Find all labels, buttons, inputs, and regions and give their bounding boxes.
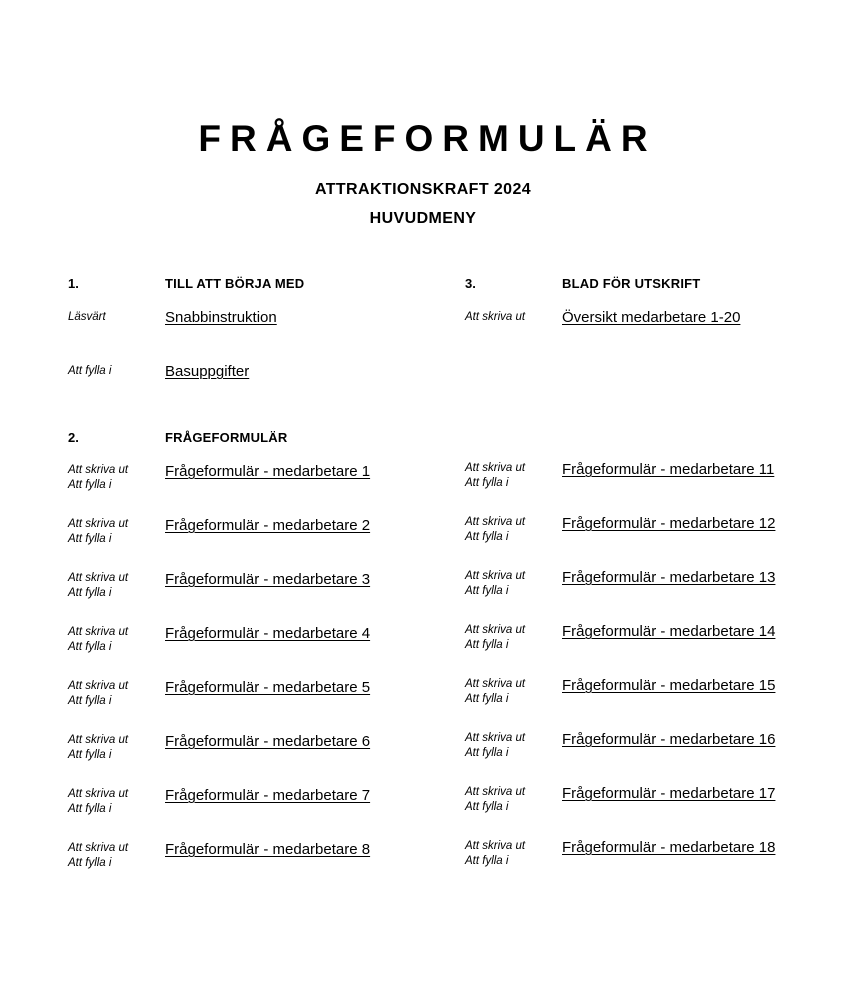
row-tag-group (68, 733, 160, 763)
menu-link[interactable]: Frågeformulär - medarbetare 7 (165, 787, 371, 804)
menu-link[interactable]: Frågeformulär - medarbetare 15 (562, 677, 776, 694)
menu-row (68, 517, 458, 557)
menu-link[interactable]: Frågeformulär - medarbetare 1 (165, 463, 371, 480)
menu-link[interactable]: Frågeformulär - medarbetare 2 (165, 517, 371, 534)
section-number: 3. (465, 276, 476, 291)
menu-row (465, 677, 846, 717)
row-tag-group (465, 623, 557, 653)
menu-link[interactable]: Frågeformulär - medarbetare 17 (562, 785, 776, 802)
menu-link[interactable]: Frågeformulär - medarbetare 3 (165, 571, 371, 588)
row-tag: Att skriva ut (68, 518, 129, 530)
page-subtitle-secondary: HUVUDMENY (369, 209, 477, 227)
menu-link[interactable]: Frågeformulär - medarbetare 4 (165, 625, 371, 642)
row-tag: Att skriva ut (465, 678, 526, 690)
row-tag: Att skriva ut (465, 786, 526, 798)
menu-row (465, 839, 846, 879)
row-tag: Att skriva ut (465, 840, 526, 852)
menu-row (68, 463, 458, 503)
menu-link[interactable]: Frågeformulär - medarbetare 11 (562, 461, 775, 478)
row-tag: Att skriva ut (465, 624, 526, 636)
row-tag: Att fylla i (465, 585, 509, 597)
section-title: BLAD FÖR UTSKRIFT (562, 276, 701, 291)
row-tag: Läsvärt (68, 311, 106, 323)
row-tag: Att fylla i (68, 803, 112, 815)
row-tag-group (68, 679, 160, 709)
menu-row (68, 679, 458, 719)
row-tag: Att skriva ut (465, 462, 526, 474)
row-tag: Att fylla i (465, 801, 509, 813)
section-header (68, 430, 458, 448)
row-tag-group (465, 839, 557, 869)
row-tag: Att fylla i (68, 695, 112, 707)
menu-row (68, 625, 458, 665)
row-tag-group (465, 677, 557, 707)
menu-row (68, 787, 458, 827)
row-tag-group (465, 785, 557, 815)
row-tag: Att skriva ut (465, 732, 526, 744)
row-tag: Att skriva ut (68, 842, 129, 854)
row-tag: Att fylla i (465, 477, 509, 489)
row-tag-group (68, 841, 160, 871)
menu-row (68, 841, 458, 881)
menu-link[interactable]: Frågeformulär - medarbetare 12 (562, 515, 776, 532)
row-tag: Att fylla i (68, 749, 112, 761)
row-tag: Att skriva ut (68, 788, 129, 800)
row-tag: Att fylla i (68, 365, 112, 377)
menu-row (465, 569, 846, 609)
section-title: TILL ATT BÖRJA MED (165, 276, 305, 291)
row-tag: Att fylla i (465, 639, 509, 651)
menu-link[interactable]: Frågeformulär - medarbetare 18 (562, 839, 776, 856)
row-tag-group (68, 517, 160, 547)
menu-link[interactable]: Frågeformulär - medarbetare 16 (562, 731, 776, 748)
row-tag: Att skriva ut (465, 570, 526, 582)
section-number: 1. (68, 276, 79, 291)
row-tag-group (68, 364, 160, 379)
page-subtitle: ATTRAKTIONSKRAFT 2024 (314, 180, 532, 198)
row-tag-group (68, 310, 160, 325)
menu-link[interactable]: Frågeformulär - medarbetare 5 (165, 679, 371, 696)
row-tag-group (465, 569, 557, 599)
row-tag-group (465, 731, 557, 761)
row-tag: Att skriva ut (68, 464, 129, 476)
row-tag: Att fylla i (68, 533, 112, 545)
menu-link[interactable]: Översikt medarbetare 1-20 (562, 309, 741, 326)
row-tag: Att fylla i (68, 857, 112, 869)
row-tag: Att skriva ut (68, 626, 129, 638)
menu-link[interactable]: Snabbinstruktion (165, 309, 277, 326)
menu-row (465, 785, 846, 825)
row-tag-group (465, 310, 557, 325)
section-number: 2. (68, 430, 79, 445)
title-block (0, 120, 846, 228)
row-tag-group (68, 463, 160, 493)
row-tag: Att skriva ut (465, 516, 526, 528)
row-tag: Att fylla i (465, 747, 509, 759)
row-tag-group (68, 571, 160, 601)
row-tag: Att fylla i (465, 855, 509, 867)
row-tag: Att skriva ut (68, 680, 129, 692)
menu-row (68, 309, 458, 349)
row-tag: Att fylla i (68, 587, 112, 599)
menu-link[interactable]: Frågeformulär - medarbetare 8 (165, 841, 371, 858)
menu-link[interactable]: Frågeformulär - medarbetare 13 (562, 569, 776, 586)
row-tag: Att fylla i (68, 641, 112, 653)
section-title: FRÅGEFORMULÄR (165, 430, 288, 445)
menu-row (465, 623, 846, 663)
section-header (465, 276, 846, 294)
page-title: FRÅGEFORMULÄR (198, 118, 657, 159)
menu-row (68, 733, 458, 773)
menu-link[interactable]: Frågeformulär - medarbetare 6 (165, 733, 371, 750)
row-tag: Att skriva ut (465, 311, 526, 323)
menu-row (465, 309, 846, 349)
menu-row (68, 571, 458, 611)
menu-link[interactable]: Frågeformulär - medarbetare 14 (562, 623, 776, 640)
menu-row (465, 461, 846, 501)
row-tag: Att fylla i (465, 693, 509, 705)
row-tag: Att fylla i (68, 479, 112, 491)
menu-row (68, 363, 458, 403)
row-tag-group (465, 461, 557, 491)
row-tag: Att skriva ut (68, 572, 129, 584)
row-tag: Att skriva ut (68, 734, 129, 746)
menu-row (465, 515, 846, 555)
section-header (68, 276, 458, 294)
row-tag-group (68, 787, 160, 817)
menu-link[interactable]: Basuppgifter (165, 363, 250, 380)
row-tag-group (465, 515, 557, 545)
row-tag: Att fylla i (465, 531, 509, 543)
row-tag-group (68, 625, 160, 655)
menu-row (465, 731, 846, 771)
